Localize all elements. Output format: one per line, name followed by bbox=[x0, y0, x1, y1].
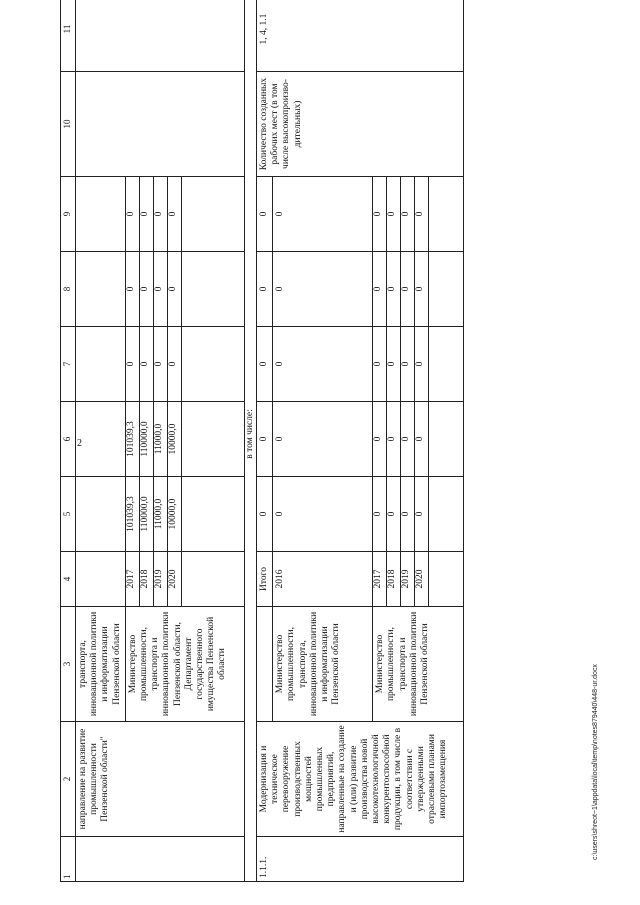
empty-cell bbox=[76, 402, 126, 477]
total-label: Итого bbox=[257, 552, 273, 607]
value-col9: 0 bbox=[139, 177, 153, 252]
year-cell: 2018 bbox=[139, 552, 153, 607]
header-col-6: 6 bbox=[61, 402, 76, 477]
value-col5: 0 bbox=[373, 477, 387, 552]
year-cell: 2019 bbox=[153, 552, 167, 607]
year-cell: 2020 bbox=[415, 552, 429, 607]
empty-cell bbox=[76, 0, 245, 72]
year-cell: 2017 bbox=[373, 552, 387, 607]
header-col-1: 1 bbox=[61, 837, 76, 882]
header-col-3: 3 bbox=[61, 607, 76, 722]
empty-cell bbox=[76, 72, 245, 177]
empty-cell bbox=[76, 252, 126, 327]
value-col8: 0 bbox=[139, 252, 153, 327]
value-col7: 0 bbox=[125, 327, 139, 402]
header-col-9: 9 bbox=[61, 177, 76, 252]
value-col9: 0 bbox=[401, 177, 415, 252]
value-col8: 0 bbox=[273, 252, 373, 327]
empty-cell bbox=[429, 327, 464, 402]
value-col9: 0 bbox=[167, 177, 181, 252]
block2-num: 1.1.1. bbox=[257, 837, 464, 882]
value-col7: 0 bbox=[153, 327, 167, 402]
value-col9: 0 bbox=[387, 177, 401, 252]
empty-cell bbox=[181, 477, 244, 552]
executor-2016: Министерство промышленности, транспорта, инновационной политики и информатизации Пензенской области bbox=[273, 607, 373, 722]
total-col6: 0 bbox=[257, 402, 273, 477]
value-col7: 0 bbox=[415, 327, 429, 402]
value-col8: 0 bbox=[415, 252, 429, 327]
value-col5: 0 bbox=[273, 477, 373, 552]
value-col6: 0 bbox=[373, 402, 387, 477]
value-col9: 0 bbox=[273, 177, 373, 252]
block2-total-row bbox=[257, 0, 273, 882]
value-col5: 110000,0 bbox=[139, 477, 153, 552]
value-col7: 0 bbox=[273, 327, 373, 402]
value-col8: 0 bbox=[167, 252, 181, 327]
value-col7: 0 bbox=[373, 327, 387, 402]
total-col9: 0 bbox=[257, 177, 273, 252]
header-col-5: 5 bbox=[61, 477, 76, 552]
value-col6: 11000,0 bbox=[153, 402, 167, 477]
empty-cell bbox=[76, 327, 126, 402]
footer-file-path: c:\users\shreot~1\appdata\local\temp\notes879440\448-ur.docx bbox=[592, 664, 599, 860]
empty-cell bbox=[76, 477, 126, 552]
executor-2017-2020: Министерство промышленности, транспорта и инновационной политики Пензенской области bbox=[373, 607, 464, 722]
header-col-11: 11 bbox=[61, 0, 76, 72]
empty-cell bbox=[76, 177, 126, 252]
value-col5: 0 bbox=[415, 477, 429, 552]
rotated-table-container bbox=[60, 13, 580, 882]
year-cell: 2019 bbox=[401, 552, 415, 607]
empty-cell bbox=[429, 177, 464, 252]
value-col5: 0 bbox=[387, 477, 401, 552]
program-table bbox=[60, 0, 464, 882]
value-col5: 10000,0 bbox=[167, 477, 181, 552]
year-cell: 2016 bbox=[273, 552, 373, 607]
value-col9: 0 bbox=[153, 177, 167, 252]
value-col7: 0 bbox=[139, 327, 153, 402]
empty-cell bbox=[429, 402, 464, 477]
value-col6: 0 bbox=[415, 402, 429, 477]
value-col6: 10000,0 bbox=[167, 402, 181, 477]
value-col6: 0 bbox=[387, 402, 401, 477]
header-row bbox=[61, 0, 76, 882]
empty-cell bbox=[181, 402, 244, 477]
block1-num-cell bbox=[76, 837, 245, 882]
value-col9: 0 bbox=[125, 177, 139, 252]
block1-col3-executors bbox=[125, 607, 244, 722]
header-col-2: 2 bbox=[61, 722, 76, 837]
empty-cell bbox=[181, 252, 244, 327]
header-col-4: 4 bbox=[61, 552, 76, 607]
value-col9: 0 bbox=[373, 177, 387, 252]
year-cell: 2018 bbox=[387, 552, 401, 607]
total-col7: 0 bbox=[257, 327, 273, 402]
block1-description: направление на развитие промышленности Пензенской области" bbox=[76, 722, 245, 837]
empty-cell bbox=[429, 552, 464, 607]
empty-cell bbox=[181, 552, 244, 607]
empty-cell bbox=[76, 552, 126, 607]
empty-cell bbox=[257, 607, 273, 722]
in-total-row bbox=[244, 0, 256, 882]
block2-description: Модернизация и техническое перевооружение производственных мощностей промышленных предприятий, направленные на создание и (или) развитие производства новой высокотехнологичной конкурентоспособной продукции, в том числе в соответствии с утвержденными отраслевыми планами импортозамещения bbox=[257, 722, 464, 837]
executor-a: Министерство промышленности, транспорта и инновационной политики Пензенской области, bbox=[127, 611, 183, 717]
value-col9: 0 bbox=[415, 177, 429, 252]
value-col6: 0 bbox=[401, 402, 415, 477]
value-col6: 110000,0 bbox=[139, 402, 153, 477]
block1-top-row bbox=[76, 0, 126, 882]
header-col-10: 10 bbox=[61, 72, 76, 177]
value-col8: 0 bbox=[401, 252, 415, 327]
value-col7: 0 bbox=[387, 327, 401, 402]
value-col5: 0 bbox=[401, 477, 415, 552]
value-col7: 0 bbox=[167, 327, 181, 402]
header-col-7: 7 bbox=[61, 327, 76, 402]
header-col-8: 8 bbox=[61, 252, 76, 327]
value-col8: 0 bbox=[125, 252, 139, 327]
empty-cell bbox=[181, 177, 244, 252]
executor-b: Департамент государственного имущества Пензенской области bbox=[183, 616, 228, 712]
block2-links: 1, 4, 1.1 bbox=[257, 0, 464, 72]
year-cell: 2020 bbox=[167, 552, 181, 607]
value-col8: 0 bbox=[373, 252, 387, 327]
year-cell: 2017 bbox=[125, 552, 139, 607]
value-col6: 0 bbox=[273, 402, 373, 477]
value-col5: 11000,0 bbox=[153, 477, 167, 552]
page-number: 2 bbox=[77, 438, 82, 449]
total-col8: 0 bbox=[257, 252, 273, 327]
total-col5: 0 bbox=[257, 477, 273, 552]
empty-cell bbox=[429, 252, 464, 327]
empty-cell bbox=[181, 327, 244, 402]
block1-col3-top: транспорта, инновационной политики и информатизации Пензенской области bbox=[76, 607, 126, 722]
value-col6: 101039,3 bbox=[125, 402, 139, 477]
in-total-label: в том числе: bbox=[244, 0, 256, 882]
block2-indicator: Количество созданных рабочих мест (в том числе высокопроизво-дительных) bbox=[257, 72, 464, 177]
empty-cell bbox=[429, 477, 464, 552]
value-col8: 0 bbox=[153, 252, 167, 327]
value-col8: 0 bbox=[387, 252, 401, 327]
value-col5: 101039,3 bbox=[125, 477, 139, 552]
value-col7: 0 bbox=[401, 327, 415, 402]
